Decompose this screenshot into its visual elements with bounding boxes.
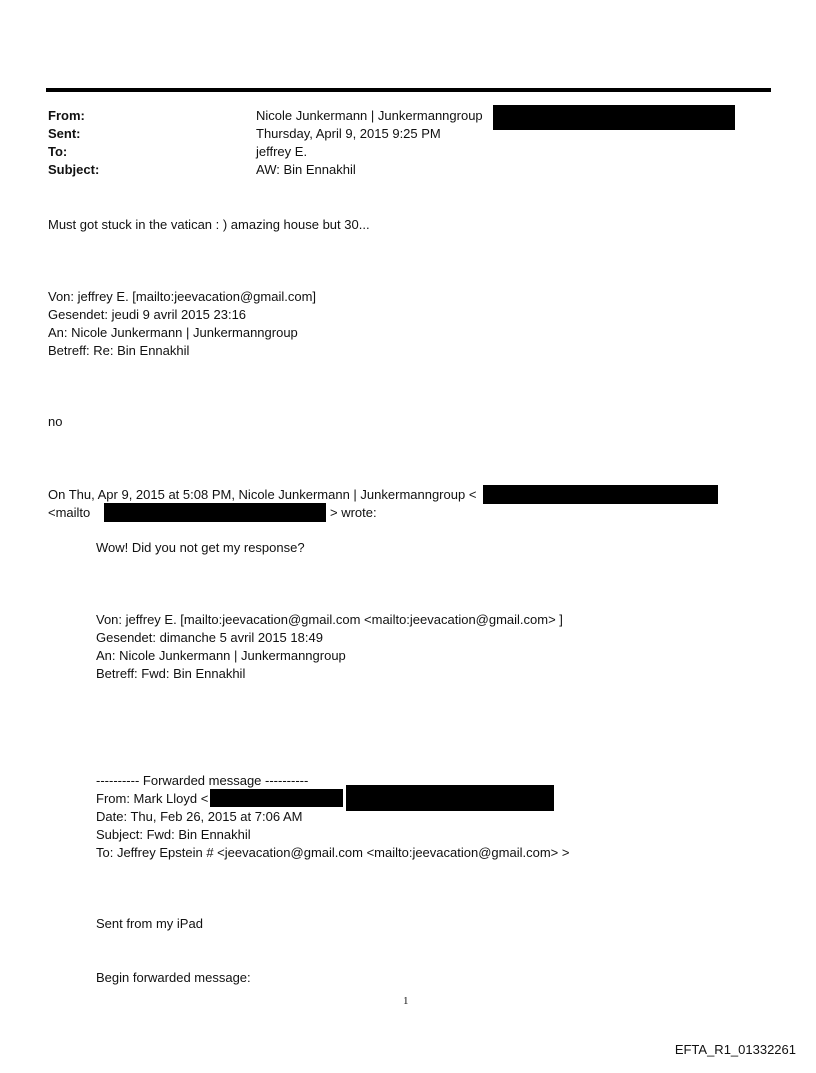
body-line: Must got stuck in the vatican : ) amazing house but 30... [48, 217, 370, 232]
sent-value: Thursday, April 9, 2015 9:25 PM [256, 126, 441, 141]
to-label: To: [48, 144, 68, 159]
redaction-box [346, 785, 554, 811]
fwd-date: Date: Thu, Feb 26, 2015 at 7:06 AM [96, 809, 303, 824]
to-value: jeffrey E. [256, 144, 308, 159]
quote-von: Von: jeffrey E. [mailto:jeevacation@gmail.com] [48, 289, 317, 304]
begin-forwarded-line: Begin forwarded message: [96, 970, 251, 985]
redaction-box [104, 503, 326, 522]
subject-value: AW: Bin Ennakhil [256, 162, 356, 177]
wow-line: Wow! Did you not get my response? [96, 540, 305, 555]
quote-an: An: Nicole Junkermann | Junkermanngroup [96, 648, 346, 663]
fwd-to: To: Jeffrey Epstein # <jeevacation@gmail.com <mailto:jeevacation@gmail.com> > [96, 845, 570, 860]
quote-von: Von: jeffrey E. [mailto:jeevacation@gmail.com <mailto:jeevacation@gmail.com> ] [96, 612, 563, 627]
fwd-subject: Subject: Fwd: Bin Ennakhil [96, 827, 251, 842]
mailto-prefix: <mailto [48, 505, 91, 520]
sent-from-line: Sent from my iPad [96, 916, 203, 931]
fwd-from: From: Mark Lloyd < [96, 791, 209, 806]
quote-betreff: Betreff: Re: Bin Ennakhil [48, 343, 190, 358]
reply-text: no [48, 414, 63, 429]
quote-betreff: Betreff: Fwd: Bin Ennakhil [96, 666, 246, 681]
wrote-text: > wrote: [330, 505, 377, 520]
from-value: Nicole Junkermann | Junkermanngroup [256, 108, 483, 123]
redaction-box [483, 485, 718, 504]
quote-gesendet: Gesendet: jeudi 9 avril 2015 23:16 [48, 307, 247, 322]
forwarded-marker: ---------- Forwarded message ---------- [96, 773, 309, 788]
on-date-line: On Thu, Apr 9, 2015 at 5:08 PM, Nicole Junkermann | Junkermanngroup < [48, 487, 477, 502]
header-rule [46, 88, 771, 92]
page-number: 1 [403, 995, 409, 1007]
redaction-box [210, 789, 343, 807]
from-label: From: [48, 108, 85, 123]
quote-an: An: Nicole Junkermann | Junkermanngroup [48, 325, 298, 340]
quote-gesendet: Gesendet: dimanche 5 avril 2015 18:49 [96, 630, 323, 645]
subject-label: Subject: [48, 162, 100, 177]
document-id: EFTA_R1_01332261 [674, 1042, 796, 1057]
sent-label: Sent: [48, 126, 81, 141]
redaction-box [493, 105, 735, 130]
